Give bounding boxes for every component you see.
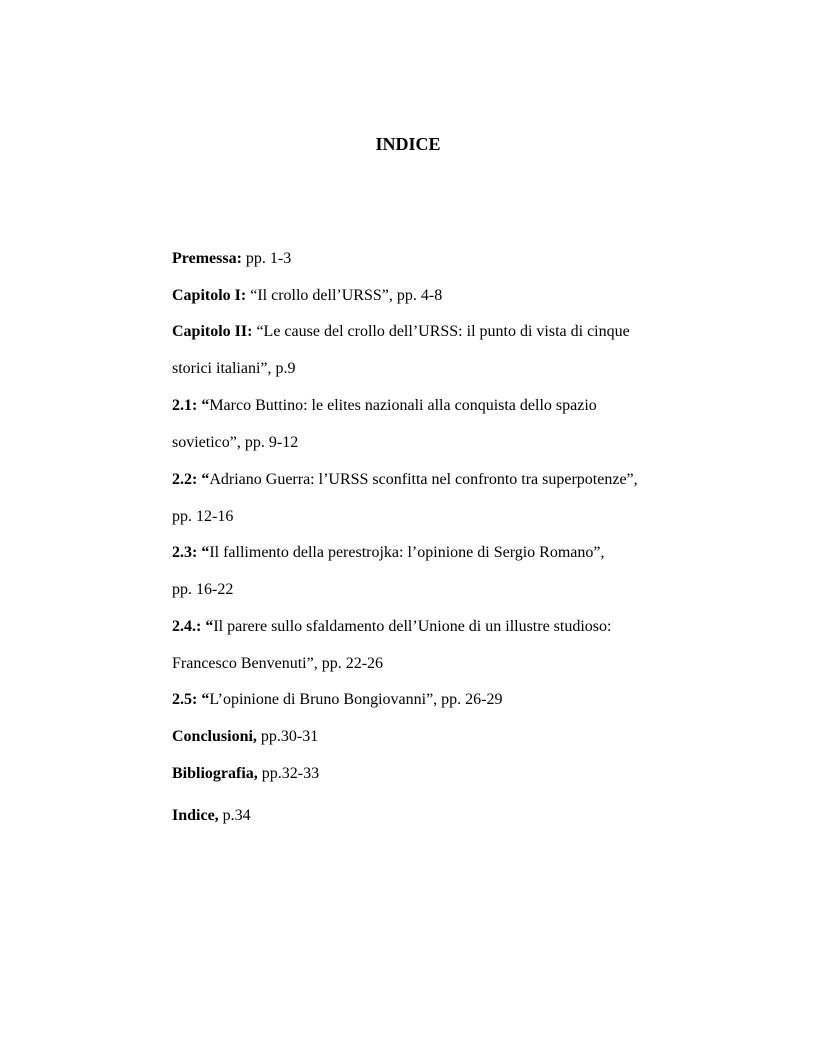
toc-entry-text: pp.30-31 bbox=[256, 728, 319, 745]
toc-entry-text: pp.32-33 bbox=[257, 765, 320, 782]
toc-entry-bibliografia bbox=[172, 764, 319, 784]
toc-entry-text: “Le cause del crollo dell’URSS: il punto di vista di cinque bbox=[252, 323, 630, 340]
toc-entry-text: sovietico”, pp. 9-12 bbox=[172, 434, 299, 451]
page-title: INDICE bbox=[375, 134, 441, 154]
toc-entry-2-3 bbox=[172, 543, 605, 563]
toc-entry-text: p.34 bbox=[218, 807, 251, 824]
toc-entry-2-3-cont bbox=[172, 580, 233, 600]
toc-entry-text: L’opinione di Bruno Bongiovanni”, pp. 26-29 bbox=[209, 691, 503, 708]
toc-entry-text: Il parere sullo sfaldamento dell’Unione di un illustre studioso: bbox=[213, 618, 612, 635]
toc-entry-2-4-cont bbox=[172, 654, 383, 674]
toc-entry-label: Indice, bbox=[172, 807, 219, 824]
toc-entry-2-5 bbox=[172, 690, 503, 710]
toc-entry-label: 2.5: “ bbox=[172, 691, 210, 708]
toc-entry-text: storici italiani”, p.9 bbox=[172, 360, 296, 377]
toc-entry-text: Il fallimento della perestrojka: l’opinione di Sergio Romano”, bbox=[209, 544, 605, 561]
toc-entry-2-1-cont bbox=[172, 433, 298, 453]
toc-entry-2-1 bbox=[172, 396, 597, 416]
toc-entry-text: Adriano Guerra: l’URSS sconfitta nel confronto tra superpotenze”, bbox=[209, 471, 638, 488]
toc-entry-capitolo-2-cont bbox=[172, 359, 296, 379]
toc-entry-capitolo-2 bbox=[172, 322, 630, 342]
toc-entry-label: 2.3: “ bbox=[172, 544, 210, 561]
toc-entry-text: pp. 12-16 bbox=[172, 508, 234, 525]
toc-entry-text: “Il crollo dell’URSS”, pp. 4-8 bbox=[246, 287, 443, 304]
toc-entry-label: Capitolo II: bbox=[172, 323, 253, 340]
toc-entry-premessa bbox=[172, 249, 291, 269]
toc-entry-text: pp. 16-22 bbox=[172, 581, 234, 598]
toc-entry-label: 2.4.: “ bbox=[172, 618, 214, 635]
toc-entry-label: 2.1: “ bbox=[172, 397, 210, 414]
toc-entry-text: Francesco Benvenuti”, pp. 22-26 bbox=[172, 655, 384, 672]
toc-entry-indice bbox=[172, 806, 251, 826]
toc-entry-label: Premessa: bbox=[172, 250, 242, 267]
toc-entry-2-2-cont bbox=[172, 507, 233, 527]
toc-entry-text: pp. 1-3 bbox=[241, 250, 292, 267]
toc-entry-label: Conclusioni, bbox=[172, 728, 257, 745]
toc-entry-2-4 bbox=[172, 617, 611, 637]
toc-entry-2-2 bbox=[172, 470, 638, 490]
toc-entry-conclusioni bbox=[172, 727, 318, 747]
toc-entry-label: 2.2: “ bbox=[172, 471, 210, 488]
toc-entry-label: Bibliografia, bbox=[172, 765, 258, 782]
toc-entry-capitolo-1 bbox=[172, 286, 442, 306]
toc-entry-label: Capitolo I: bbox=[172, 287, 247, 304]
toc-entry-text: Marco Buttino: le elites nazionali alla conquista dello spazio bbox=[209, 397, 597, 414]
